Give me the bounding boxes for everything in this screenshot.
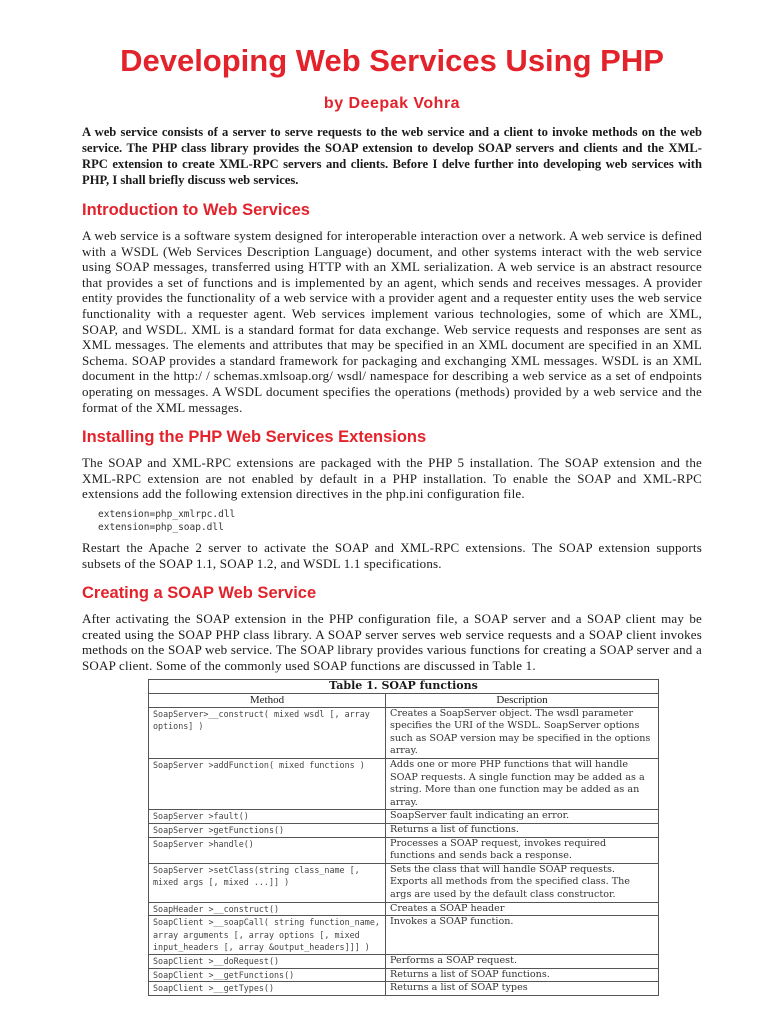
method-description: Sets the class that will handle SOAP requests. Exports all methods from the specified class. The args are used by the default class constructor. xyxy=(386,863,659,902)
method-description: Invokes a SOAP function. xyxy=(386,916,659,955)
table-row xyxy=(149,954,659,968)
code-block: extension=php_xmlrpc.dll extension=php_soap.dll xyxy=(98,508,236,533)
method-description: Processes a SOAP request, invokes required functions and sends back a response. xyxy=(386,837,659,863)
method-signature: SoapClient >__getTypes() xyxy=(149,982,386,996)
table-row xyxy=(149,968,659,982)
creating-paragraph: After activating the SOAP extension in the PHP configuration file, a SOAP server and a SOAP client may be created using the SOAP PHP class library. A SOAP server serves web service requests and a SOAP client invokes methods on the SOAP web service. The SOAP library provides various functions for creating a SOAP server and a SOAP client. Some of the commonly used SOAP functions are discussed in Table 1. xyxy=(82,611,702,673)
table-row xyxy=(149,982,659,996)
table-row xyxy=(149,916,659,955)
table-row xyxy=(149,824,659,838)
author-byline: by Deepak Vohra xyxy=(323,95,461,112)
table-row xyxy=(149,759,659,810)
method-signature: SoapServer >getFunctions() xyxy=(149,824,386,838)
table-title: Table 1. SOAP functions xyxy=(149,680,659,694)
lead-paragraph: A web service consists of a server to serve requests to the web service and a client to invoke methods on the web service. The PHP class library provides the SOAP extension to develop SOAP servers and clients and the XML-RPC extension to create XML-RPC servers and clients. Before I delve further into developing web services with PHP, I shall briefly discuss web services. xyxy=(82,125,702,187)
method-signature: SoapHeader >__construct() xyxy=(149,902,386,916)
method-description: Returns a list of SOAP types xyxy=(386,982,659,996)
method-description: SoapServer fault indicating an error. xyxy=(386,810,659,824)
table-row xyxy=(149,707,659,758)
method-description: Returns a list of functions. xyxy=(386,824,659,838)
method-description: Creates a SoapServer object. The wsdl parameter specifies the URI of the WSDL. SoapServer options such as SOAP version may be specified in the options array. xyxy=(386,707,659,758)
heading-introduction: Introduction to Web Services xyxy=(82,201,310,219)
method-description: Creates a SOAP header xyxy=(386,902,659,916)
installing-paragraph: The SOAP and XML-RPC extensions are packaged with the PHP 5 installation. The SOAP extension and the XML-RPC extension are not enabled by default in a PHP installation. To enable the SOAP and XML-RPC extensions add the following extension directives in the php.ini configuration file. xyxy=(82,455,702,502)
document-page xyxy=(82,0,702,996)
table-row xyxy=(149,902,659,916)
method-signature: SoapClient >__doRequest() xyxy=(149,954,386,968)
table-row xyxy=(149,837,659,863)
method-description: Performs a SOAP request. xyxy=(386,954,659,968)
method-signature: SoapServer >setClass(string class_name [, mixed args [, mixed ...]] ) xyxy=(149,863,386,902)
method-signature: SoapServer >addFunction( mixed functions ) xyxy=(149,759,386,810)
document-title: Developing Web Services Using PHP xyxy=(120,43,664,78)
heading-creating-soap: Creating a SOAP Web Service xyxy=(82,584,317,603)
intro-paragraph: A web service is a software system designed for interoperable interaction over a network. A web service is defined with a WSDL (Web Services Description Language) document, and other systems interact with the web service using SOAP messages, transferred using HTTP with an XML serialization. A web service is an abstract resource that provides a set of functions and is implemented by an agent, which sends and receives messages. A provider entity provides the functionality of a web service with a provider agent and a requester entity uses the web service functionality with a requester agent. Web services implement various technologies, some of which are XML, SOAP, and WSDL. XML is a standard format for data exchange. Web service requests and responses are sent as XML messages. The elements and attributes that may be specified in an XML document are specified in an XML Schema. SOAP provides a standard framework for packaging and exchanging XML messages. WSDL is an XML document in the http:/ / schemas.xmlsoap.org/ wsdl/ namespace for describing a web service as a set of endpoints operating on messages. A WSDL document specifies the operations (methods) provided by a web service and the format of the XML messages. xyxy=(82,228,702,415)
method-signature: SoapServer >fault() xyxy=(149,810,386,824)
soap-functions-table xyxy=(148,679,659,995)
heading-installing: Installing the PHP Web Services Extensions xyxy=(82,428,427,447)
restart-paragraph: Restart the Apache 2 server to activate the SOAP and XML-RPC extensions. The SOAP extension supports subsets of the SOAP 1.1, SOAP 1.2, and WSDL 1.1 specifications. xyxy=(82,539,702,571)
method-signature: SoapClient >__getFunctions() xyxy=(149,968,386,982)
method-description: Adds one or more PHP functions that will handle SOAP requests. A single function may be added as a string. More than one function may be added as an array. xyxy=(386,759,659,810)
column-header-method: Method xyxy=(149,694,386,708)
method-description: Returns a list of SOAP functions. xyxy=(386,968,659,982)
column-header-description: Description xyxy=(386,694,659,708)
table-row xyxy=(149,810,659,824)
method-signature: SoapServer>__construct( mixed wsdl [, array options] ) xyxy=(149,707,386,758)
method-signature: SoapClient >__soapCall( string function_name, array arguments [, array options [, mixed input_headers [, array &output_headers]]] ) xyxy=(149,916,386,955)
method-signature: SoapServer >handle() xyxy=(149,837,386,863)
table-row xyxy=(149,863,659,902)
